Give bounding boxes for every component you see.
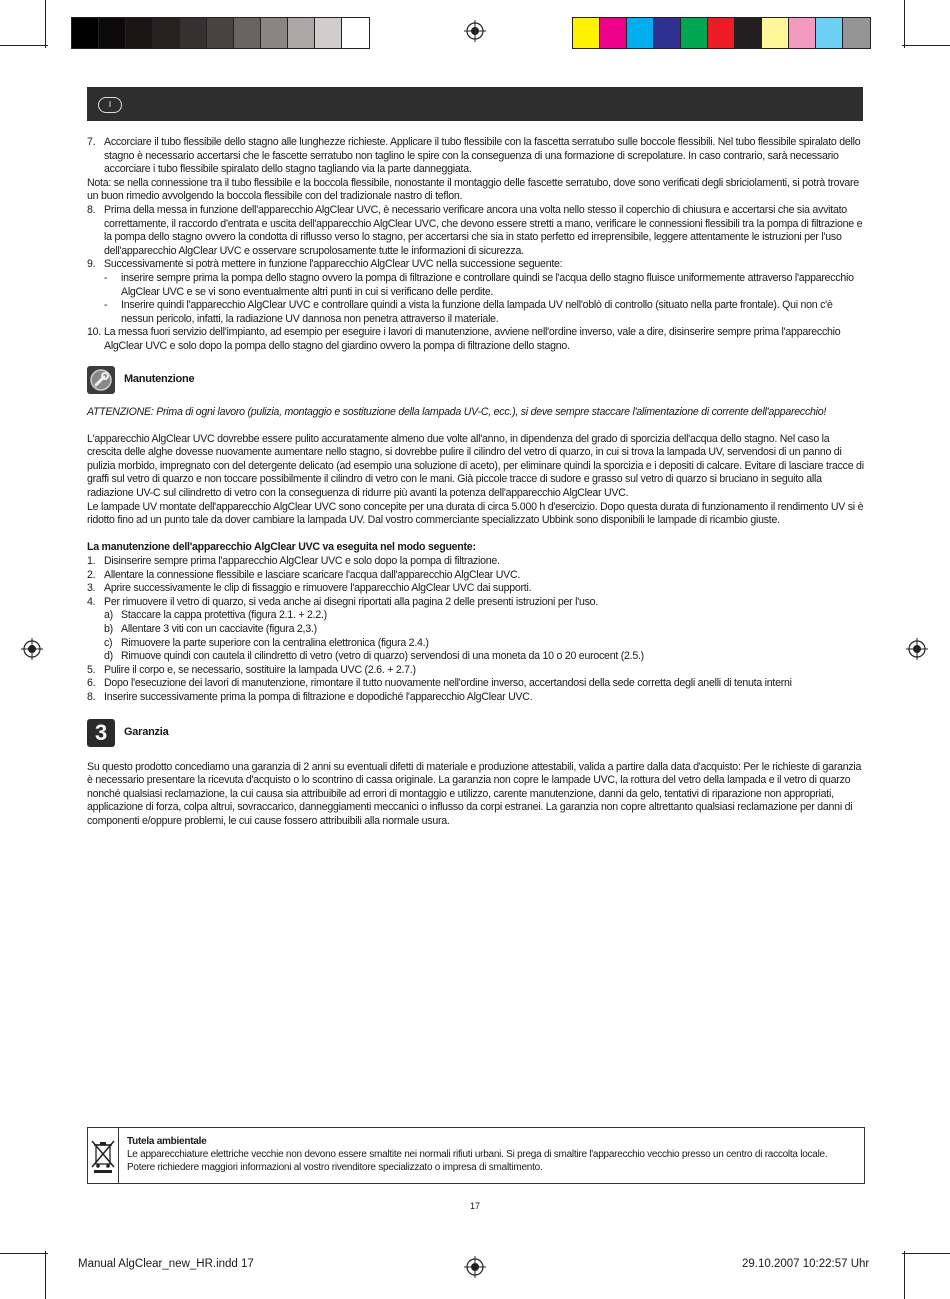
crop-mark	[902, 1253, 950, 1254]
item-bullet: -	[104, 271, 108, 284]
color-swatch	[762, 18, 789, 48]
item-text: Aprire successivamente le clip di fissaggio e rimuovere l'apparecchio AlgClear UVC dai supporti.	[104, 582, 532, 595]
note-text: Nota: se nella connessione tra il tubo flessibile e la boccola flessibile, nonostante il montaggio delle fascette serratubo, dove sono verificati degli sbriciolamenti, si potrà trovare un buon rimedio avvolgendo la boccola flessibile con del tradizionale nastro di teflon.	[87, 176, 859, 203]
list-item	[87, 326, 865, 353]
paragraph: L'apparecchio AlgClear UVC dovrebbe essere pulito accuratamente almeno due volte all'anno, in dipendenza del grado di sporcizia dell'acqua dello stagno. Nel caso la crescita delle alghe dovesse nuovamente aumentare nello stagno, si dovrebbe pulire il cilindro del vetro di quarzo, in cui si trova la lampada UV, servendosi di un panno di pulizia morbido, impregnato con del detergente delicato (ad esempio una soluzione di aceto), per eliminare quindi la sporcizia e i depositi di calcare. Evitare di lasciare tracce di graffi sul vetro di quarzo e non toccare possibilmente il cilindro di vetro con le mani. Già piccole tracce di sudore e grasso sul vetro di quarzo si bruciano in seguito alla radiazione UV-C sul cilindretto di vetro con la conseguenza di ridurre più avanti la potenza dell'apparecchio AlgClear UVC.	[87, 432, 864, 500]
main-content	[87, 136, 865, 829]
paragraph: Su questo prodotto concediamo una garanzia di 2 anni su eventuali difetti di materiale e produzione attestabili, valida a partire dalla data d'acquisto: Per le richieste di garanzia è necessario presentare la ricevuta d'acquisto o lo scontrino di cassa originale. La garanzia non copre le lampade UVC, la rottura del vetro della lampada e il vetro di quarzo nonché qualsiasi reclamazione, la cui causa sia attribuibile ad errori di montaggio e utilizzo, carente manutenzione, danni da gelo, tentativi di riparazione non appropriati, applicazione di forza, colpa altrui, sovraccarico, danneggiamenti meccanici o influsso da corpi estranei. La garanzia non copre altrettanto qualsiasi reclamazione per danni di componenti e/oppure problemi, le cui cause fossero attribuibili alla normale usura.	[87, 760, 862, 827]
crop-mark	[902, 45, 950, 46]
gray-swatch	[180, 18, 207, 48]
registration-mark-icon	[906, 638, 928, 660]
section-title: Garanzia	[124, 725, 169, 738]
item-text: inserire sempre prima la pompa dello stagno ovvero la pompa di filtrazione e controllare quindi se l'acqua dello stagno fluisce uniformemente attraverso l'apparecchio AlgClear UVC e se vi sono eventualmente altri punti in cui si verificano delle perdite.	[121, 271, 854, 298]
list-item	[87, 136, 865, 177]
gray-swatch	[234, 18, 261, 48]
section-header-bar	[87, 87, 863, 121]
gray-swatch	[315, 18, 342, 48]
wrench-icon	[87, 366, 115, 394]
gray-swatch	[72, 18, 99, 48]
item-bullet: -	[104, 299, 108, 312]
item-number: 9.	[87, 258, 96, 271]
gray-swatch	[342, 18, 369, 48]
environment-notice-box	[87, 1127, 865, 1184]
sub-list-item	[87, 637, 865, 651]
item-text: Accorciare il tubo flessibile dello stagno alle lunghezze richieste. Applicare il tubo flessibile con la fascetta serratubo sulle boccole flessibili. Nel tubo flessibile spiralato dello stagno è necessario accertarsi che le fascette serratubo non taglino le spire con la conseguenza di una formazione di screpolature. In caso contrario, sarà necessario accorciare i tubo flessibile spiralato dello stagno tagliando via la parte danneggiata.	[104, 136, 861, 176]
section-heading-garanzia	[87, 719, 865, 747]
item-letter: a)	[104, 609, 113, 622]
number-three-icon: 3	[87, 719, 115, 747]
gray-swatch	[207, 18, 234, 48]
item-number: 1.	[87, 555, 96, 568]
item-text: Inserire quindi l'apparecchio AlgClear UVC e controllare quindi a vista la funzione della lampada UV nell'oblò di controllo (situato nella parte frontale). Qui non c'è nessun pericolo, infatti, la radiazione UV dannosa non penetra attraverso il materiale.	[121, 299, 833, 325]
warning-text: ATTENZIONE: Prima di ogni lavoro (pulizia, montaggio e sostituzione della lampada UV-C, ecc.), si deve sempre staccare l'alimentazione di corrente dell'apparecchio!	[87, 405, 827, 418]
sub-list-item	[87, 623, 865, 637]
item-text: Rimuovere la parte superiore con la centralina elettronica (figura 2.4.)	[121, 636, 429, 649]
item-text: Dopo l'esecuzione dei lavori di manutenzione, rimontare il tutto nuovamente nell'ordine inverso, accertandosi della sede corretta degli anelli di tenuta interni	[104, 677, 792, 690]
section-title: Manutenzione	[124, 372, 195, 385]
item-text: Allentare la connessione flessibile e lasciare scaricare l'acqua dall'apparecchio AlgClear UVC.	[104, 568, 521, 581]
list-item	[87, 664, 865, 678]
item-number: 3.	[87, 582, 96, 595]
notice-body: Le apparecchiature elettriche vecchie non devono essere smaltite nei normali rifiuti urbani. Si prega di smaltire l'apparecchio vecchio presso un centro di raccolta locale. Potere richiedere maggiori informazioni al vostro rivenditore specializzato o impresa di smaltimento.	[126, 1149, 828, 1173]
color-swatch	[600, 18, 627, 48]
color-swatch	[789, 18, 816, 48]
notice-title: Tutela ambientale	[126, 1136, 207, 1147]
gray-swatch	[99, 18, 126, 48]
list-item	[87, 691, 865, 705]
list-item	[87, 582, 865, 596]
gray-color-bar	[71, 17, 370, 49]
list-item	[87, 677, 865, 691]
item-text: La messa fuori servizio dell'impianto, ad esempio per eseguire i lavori di manutenzione, avviene nell'ordine inverso, vale a dire, disinserire sempre prima l'apparecchio AlgClear UVC e solo dopo la pompa dello stagno del giardino ovvero la pompa di filtrazione dello stagno.	[104, 326, 841, 352]
gray-swatch	[261, 18, 288, 48]
item-text: Rimuove quindi con cautela il cilindretto di vetro (vetro di quarzo) servendosi di una moneta da 10 o 20 eurocent (2.5.)	[121, 650, 644, 663]
crop-mark	[0, 1253, 48, 1254]
gray-swatch	[153, 18, 180, 48]
item-number: 5.	[87, 663, 96, 676]
color-swatch	[681, 18, 708, 48]
crop-mark	[0, 45, 48, 46]
item-text: Disinserire sempre prima l'apparecchio AlgClear UVC e solo dopo la pompa di filtrazione.	[104, 555, 500, 568]
paragraph: Le lampade UV montate dell'apparecchio AlgClear UVC sono concepite per una durata di circa 5.000 h d'esercizio. Dopo questa durata di funzionamento il rendimento UV si è ridotto fino ad un punto tale da dover cambiare la lampada UV. Dal vostro commerciante specializzato Ubbink sono disponibili le lampade di ricambio giuste.	[87, 500, 864, 527]
item-text: Inserire successivamente prima la pompa di filtrazione e dopodiché l'apparecchio AlgClear UVC.	[104, 690, 533, 703]
sub-list-item	[87, 609, 865, 623]
gray-swatch	[126, 18, 153, 48]
print-slug-date: 29.10.2007 10:22:57 Uhr	[742, 1258, 870, 1270]
list-item	[87, 569, 865, 583]
list-item	[87, 596, 865, 610]
sub-list-item	[87, 272, 865, 299]
item-text: Allentare 3 viti con un cacciavite (figura 2,3.)	[121, 623, 317, 635]
item-text: Successivamente si potrà mettere in funzione l'apparecchio AlgClear UVC nella successione seguente:	[104, 258, 563, 271]
crop-mark	[45, 1251, 46, 1299]
list-item	[87, 258, 865, 272]
registration-mark-icon	[464, 1256, 486, 1278]
item-text: Staccare la cappa protettiva (figura 2.1. + 2.2.)	[121, 609, 327, 622]
item-number: 10.	[87, 326, 101, 339]
color-swatch	[654, 18, 681, 48]
crop-mark	[904, 1251, 905, 1299]
item-number: 8.	[87, 690, 96, 703]
gray-swatch	[288, 18, 315, 48]
subheading: La manutenzione dell'apparecchio AlgClear UVC va eseguita nel modo seguente:	[87, 541, 476, 554]
item-text: Pulire il corpo e, se necessario, sostituire la lampada UVC (2.6. + 2.7.)	[104, 663, 416, 676]
crop-mark	[45, 0, 46, 48]
list-item	[87, 204, 865, 258]
registration-mark-icon	[464, 20, 486, 42]
color-swatch	[816, 18, 843, 48]
item-number: 4.	[87, 595, 96, 608]
color-swatch	[708, 18, 735, 48]
environment-notice-text	[119, 1128, 864, 1183]
page-number: 17	[469, 1201, 480, 1211]
sub-list-item	[87, 299, 865, 326]
registration-mark-icon	[21, 638, 43, 660]
list-item	[87, 555, 865, 569]
print-slug-file: Manual AlgClear_new_HR.indd 17	[78, 1258, 254, 1270]
sub-list-item	[87, 650, 865, 664]
item-letter: d)	[104, 650, 113, 663]
color-swatch	[627, 18, 654, 48]
color-swatch	[573, 18, 600, 48]
item-number: 6.	[87, 677, 96, 690]
process-color-bar	[572, 17, 871, 49]
item-text: Prima della messa in funzione dell'apparecchio AlgClear UVC, è necessario verificare ancora una volta nello stesso il coperchio di chiusura e accertarsi che sia avvitato correttamente, il raccordo d'entrata e uscita dell'apparecchio AlgClear UVC, che devono essere stretti a mano, verificare le connessioni flessibili tra la pompa di filtrazione e la pompa dello stagno ovvero la condotta di riflusso verso lo stagno, per accertarsi che sia in stato perfetto ed irreprensibile, leggere attentamente le istruzioni per l'uso dell'apparecchio AlgClear UVC e osservare scrupolosamente tutte le informazioni di sicurezza.	[104, 203, 863, 257]
item-number: 7.	[87, 136, 96, 148]
crop-mark	[904, 0, 905, 48]
section-heading-manutenzione	[87, 366, 865, 394]
item-number: 8.	[87, 203, 96, 216]
item-letter: c)	[104, 636, 113, 649]
crossed-bin-icon	[88, 1128, 119, 1183]
language-badge: I	[98, 97, 122, 113]
color-swatch	[735, 18, 762, 48]
item-number: 2.	[87, 568, 96, 581]
item-letter: b)	[104, 623, 113, 635]
item-text: Per rimuovere il vetro di quarzo, si veda anche ai disegni riportati alla pagina 2 delle presenti istruzioni per l'uso.	[104, 595, 598, 608]
color-swatch	[843, 18, 870, 48]
